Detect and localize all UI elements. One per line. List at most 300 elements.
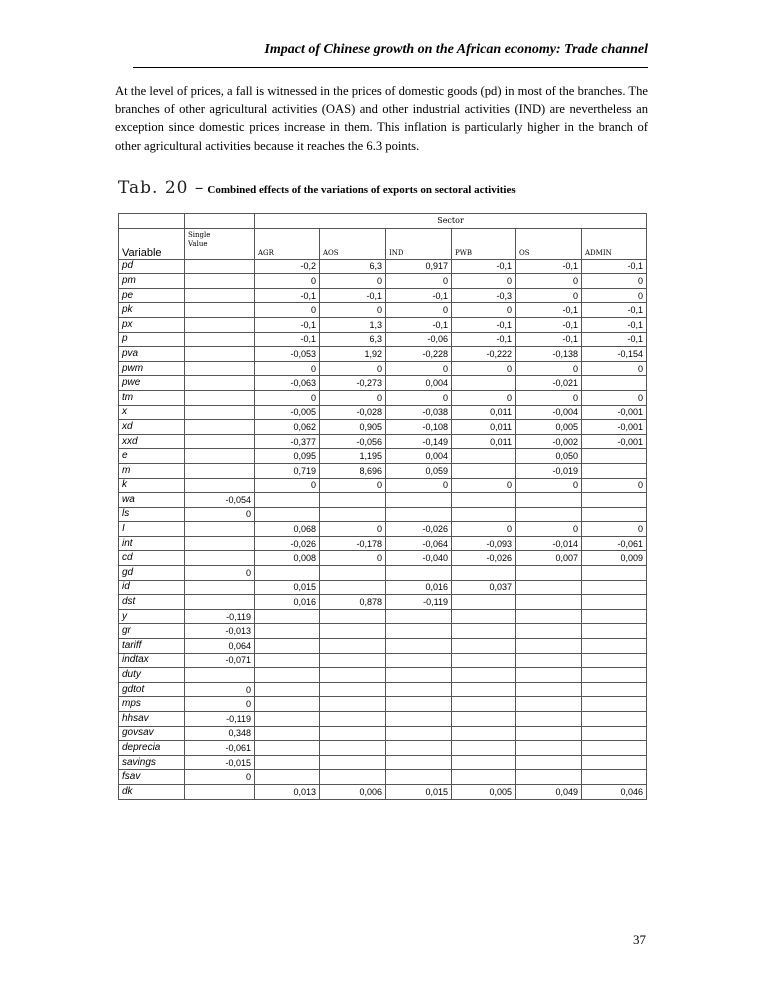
single-value-cell: -0,061 [185,741,255,756]
single-value-cell [185,536,255,551]
sector-value-cell: -0,026 [255,536,320,551]
sector-value-cell [386,712,452,727]
sector-value-cell: -0,038 [386,405,452,420]
sector-value-cell: -0,1 [582,317,647,332]
single-value-cell [185,595,255,610]
sector-value-cell: -0,273 [320,376,386,391]
sector-value-cell [255,755,320,770]
variable-cell: int [119,536,185,551]
variable-column-header: Variable [119,228,185,259]
table-row [119,317,647,332]
sector-value-cell [582,376,647,391]
sector-value-cell [452,668,516,683]
table-row [119,595,647,610]
sector-header-agr: AGR [255,228,320,259]
table-row [119,288,647,303]
sector-value-cell: 0,009 [582,551,647,566]
sector-value-cell [386,755,452,770]
sector-value-cell [320,507,386,522]
variable-cell: pwm [119,361,185,376]
single-value-cell: -0,119 [185,609,255,624]
sector-value-cell [320,755,386,770]
sector-value-cell: 0 [386,478,452,493]
variable-cell: hhsav [119,712,185,727]
sector-value-cell [255,697,320,712]
variable-cell: gr [119,624,185,639]
sector-group-header: Sector [255,214,647,229]
sector-value-cell: 0 [452,274,516,289]
table-row [119,478,647,493]
table-row [119,361,647,376]
sector-value-cell [255,741,320,756]
table-row [119,682,647,697]
single-value-cell [185,274,255,289]
single-value-cell: 0,064 [185,639,255,654]
table-row [119,420,647,435]
sector-value-cell: -0,1 [582,259,647,274]
table-row [119,493,647,508]
sector-value-cell [516,726,582,741]
sector-value-cell: -0,061 [582,536,647,551]
single-value-cell [185,668,255,683]
single-value-cell [185,420,255,435]
sector-value-cell: 0,005 [516,420,582,435]
sector-value-cell: 6,3 [320,332,386,347]
sector-value-cell [320,741,386,756]
table-row [119,755,647,770]
empty-header-cell [185,214,255,229]
sector-value-cell [386,697,452,712]
single-value-cell [185,551,255,566]
sector-value-cell: 0,013 [255,784,320,799]
sector-value-cell: 0 [582,288,647,303]
sector-value-cell [320,609,386,624]
table-row [119,741,647,756]
sector-value-cell [452,697,516,712]
sector-value-cell: 0,037 [452,580,516,595]
table-number: Tab. 20 – [118,178,205,198]
sector-value-cell: 0 [516,522,582,537]
sector-value-cell: -0,108 [386,420,452,435]
sector-value-cell: -0,222 [452,347,516,362]
variable-cell: x [119,405,185,420]
sector-value-cell [452,653,516,668]
single-value-cell [185,784,255,799]
variable-cell: xxd [119,434,185,449]
table-row [119,770,647,785]
sector-value-cell: -0,2 [255,259,320,274]
sector-value-cell: -0,028 [320,405,386,420]
sector-value-cell: 0 [516,390,582,405]
sector-value-cell [320,770,386,785]
sector-value-cell [516,668,582,683]
variable-cell: cd [119,551,185,566]
sector-value-cell [386,639,452,654]
table-row [119,784,647,799]
table-column-header-row [119,228,647,259]
sector-value-cell: -0,021 [516,376,582,391]
sector-value-cell [386,741,452,756]
sector-value-cell: 0 [582,361,647,376]
sector-value-cell: -0,1 [516,303,582,318]
sector-value-cell: 0 [452,478,516,493]
sector-value-cell: -0,1 [452,259,516,274]
sector-value-cell: 0,006 [320,784,386,799]
sector-value-cell [386,668,452,683]
sector-value-cell: 0 [255,478,320,493]
sector-value-cell [255,653,320,668]
sector-value-cell: 0 [516,361,582,376]
sector-value-cell: -0,1 [255,332,320,347]
sector-value-cell: 0 [516,274,582,289]
sector-value-cell: 0 [452,390,516,405]
table-row [119,463,647,478]
sector-value-cell [452,682,516,697]
variable-cell: dst [119,595,185,610]
variable-cell: gd [119,566,185,581]
sector-value-cell: -0,064 [386,536,452,551]
sector-value-cell [320,566,386,581]
sector-value-cell: 0 [452,361,516,376]
sector-value-cell [452,755,516,770]
variable-cell: pe [119,288,185,303]
sector-value-cell: -0,178 [320,536,386,551]
sector-value-cell: 0 [255,361,320,376]
sector-value-cell [452,741,516,756]
sector-value-cell: 0 [582,390,647,405]
sector-value-cell: 0 [582,274,647,289]
sector-value-cell: -0,026 [452,551,516,566]
table-row [119,639,647,654]
sector-value-cell: 0 [452,303,516,318]
sector-value-cell [386,493,452,508]
sector-value-cell: -0,1 [452,317,516,332]
sector-value-cell: -0,119 [386,595,452,610]
table-row [119,332,647,347]
table-row [119,303,647,318]
sector-value-cell: 0,011 [452,420,516,435]
sector-value-cell [516,697,582,712]
sector-value-cell [516,755,582,770]
single-value-cell [185,347,255,362]
variable-cell: govsav [119,726,185,741]
sector-value-cell [255,566,320,581]
single-value-cell [185,259,255,274]
variable-cell: fsav [119,770,185,785]
sector-value-cell [255,624,320,639]
sector-value-cell: -0,1 [582,332,647,347]
sector-value-cell [452,595,516,610]
sector-value-cell [582,668,647,683]
sector-value-cell: 0,004 [386,376,452,391]
sector-value-cell: -0,3 [452,288,516,303]
sector-header-pwb: PWB [452,228,516,259]
sector-value-cell [516,609,582,624]
variable-cell: tm [119,390,185,405]
sector-value-cell: 0,005 [452,784,516,799]
sector-value-cell: 0,016 [386,580,452,595]
single-value-cell [185,580,255,595]
sector-value-cell: -0,1 [582,303,647,318]
variable-cell: wa [119,493,185,508]
sector-value-cell: 0 [516,478,582,493]
sector-value-cell [320,726,386,741]
sector-value-cell: -0,001 [582,434,647,449]
single-value-cell [185,361,255,376]
table-row [119,274,647,289]
single-value-header-line2: Value [188,239,208,248]
sector-value-cell: 0,015 [255,580,320,595]
table-row [119,580,647,595]
sector-value-cell: 0,015 [386,784,452,799]
sector-value-cell: 1,195 [320,449,386,464]
sector-value-cell: 0 [386,361,452,376]
sector-value-cell [255,770,320,785]
sector-value-cell: 0 [255,390,320,405]
single-value-header-line1: Single [188,230,211,239]
table-caption-text: Combined effects of the variations of exports on sectoral activities [207,184,516,196]
single-value-cell [185,332,255,347]
sector-value-cell: 0 [320,522,386,537]
sector-value-cell: -0,06 [386,332,452,347]
variable-cell: pd [119,259,185,274]
sector-value-cell: 0,050 [516,449,582,464]
sector-value-cell [386,653,452,668]
variable-cell: pwe [119,376,185,391]
sector-value-cell [516,770,582,785]
table-row [119,624,647,639]
sector-value-cell: -0,014 [516,536,582,551]
sector-value-cell [582,609,647,624]
single-value-cell: -0,119 [185,712,255,727]
variable-cell: pva [119,347,185,362]
variable-cell: e [119,449,185,464]
sector-header-ind: IND [386,228,452,259]
sector-value-cell [452,609,516,624]
sector-value-cell: -0,040 [386,551,452,566]
sector-value-cell [452,770,516,785]
running-header: Impact of Chinese growth on the African economy: Trade channel [264,42,648,57]
sector-value-cell: 0,059 [386,463,452,478]
sector-value-cell [516,639,582,654]
sector-value-cell [255,493,320,508]
sector-value-cell [516,566,582,581]
single-value-cell [185,478,255,493]
sector-value-cell: -0,1 [452,332,516,347]
variable-cell: y [119,609,185,624]
table-row [119,259,647,274]
sector-value-cell [582,770,647,785]
sector-value-cell: 0,016 [255,595,320,610]
sector-value-cell [452,712,516,727]
variable-cell: xd [119,420,185,435]
sector-value-cell: 0 [255,274,320,289]
sector-value-cell [452,726,516,741]
table-row [119,390,647,405]
sector-value-cell: 0 [516,288,582,303]
single-value-cell: -0,071 [185,653,255,668]
sector-value-cell [516,595,582,610]
sector-value-cell: -0,004 [516,405,582,420]
sector-value-cell: 8,696 [320,463,386,478]
sector-value-cell: -0,1 [320,288,386,303]
table-row [119,566,647,581]
single-value-column-header [185,228,255,259]
sector-value-cell [320,653,386,668]
variable-cell: p [119,332,185,347]
sector-value-cell [582,639,647,654]
sector-value-cell [452,463,516,478]
sector-value-cell [516,624,582,639]
sector-value-cell [516,507,582,522]
variable-cell: savings [119,755,185,770]
sector-value-cell: -0,228 [386,347,452,362]
sector-value-cell [386,770,452,785]
sector-value-cell: 0 [320,274,386,289]
sector-value-cell [386,507,452,522]
sector-value-cell [386,624,452,639]
variable-cell: indtax [119,653,185,668]
single-value-cell [185,288,255,303]
sector-value-cell: -0,001 [582,420,647,435]
table-row [119,522,647,537]
sector-value-cell: 0 [582,522,647,537]
sector-value-cell: -0,026 [386,522,452,537]
header-rule [133,67,648,68]
sector-value-cell [255,682,320,697]
sector-value-cell: 0,905 [320,420,386,435]
sector-value-cell [582,726,647,741]
sector-value-cell: 1,3 [320,317,386,332]
single-value-cell [185,376,255,391]
variable-cell: id [119,580,185,595]
sector-value-cell: -0,1 [386,288,452,303]
variable-cell: ls [119,507,185,522]
sector-value-cell [255,726,320,741]
sector-value-cell [516,682,582,697]
single-value-cell: -0,013 [185,624,255,639]
table-row [119,507,647,522]
sector-value-cell [386,609,452,624]
sector-value-cell [516,712,582,727]
single-value-cell [185,405,255,420]
sector-value-cell [582,566,647,581]
results-table [118,213,647,800]
variable-cell: px [119,317,185,332]
sector-value-cell: -0,377 [255,434,320,449]
sector-value-cell: -0,093 [452,536,516,551]
table-row [119,449,647,464]
variable-cell: m [119,463,185,478]
sector-value-cell [255,609,320,624]
sector-value-cell [255,668,320,683]
sector-value-cell [255,507,320,522]
sector-value-cell: 0,049 [516,784,582,799]
table-row [119,712,647,727]
single-value-cell [185,303,255,318]
table-row [119,405,647,420]
variable-cell: pk [119,303,185,318]
sector-value-cell [320,580,386,595]
variable-cell: dk [119,784,185,799]
sector-value-cell [582,682,647,697]
sector-value-cell [582,712,647,727]
sector-value-cell [452,507,516,522]
sector-header-os: OS [516,228,582,259]
sector-value-cell: 0,068 [255,522,320,537]
sector-value-cell [582,624,647,639]
sector-value-cell: -0,053 [255,347,320,362]
table-row [119,653,647,668]
sector-value-cell: 0 [320,361,386,376]
single-value-cell [185,317,255,332]
sector-value-cell [516,493,582,508]
table-row [119,668,647,683]
sector-value-cell [582,507,647,522]
sector-value-cell: -0,138 [516,347,582,362]
sector-value-cell [452,624,516,639]
sector-value-cell: 0 [386,274,452,289]
table-row [119,536,647,551]
table-row [119,376,647,391]
sector-value-cell: 0,011 [452,434,516,449]
sector-value-cell: -0,001 [582,405,647,420]
sector-value-cell: 0,917 [386,259,452,274]
sector-value-cell: 0 [320,551,386,566]
sector-value-cell: -0,1 [255,317,320,332]
sector-value-cell [320,712,386,727]
single-value-cell: 0 [185,697,255,712]
sector-value-cell: 1,92 [320,347,386,362]
single-value-cell: 0 [185,507,255,522]
sector-value-cell: 0,095 [255,449,320,464]
table-row [119,697,647,712]
single-value-cell [185,522,255,537]
sector-value-cell [582,653,647,668]
variable-cell: k [119,478,185,493]
sector-value-cell [320,697,386,712]
sector-value-cell: 0,062 [255,420,320,435]
sector-value-cell [452,493,516,508]
sector-value-cell: 0,046 [582,784,647,799]
sector-value-cell: 0,007 [516,551,582,566]
sector-value-cell: -0,056 [320,434,386,449]
single-value-cell: 0 [185,770,255,785]
sector-value-cell [255,712,320,727]
sector-value-cell: -0,1 [516,259,582,274]
sector-value-cell [320,668,386,683]
sector-value-cell [452,376,516,391]
sector-value-cell [320,639,386,654]
table-row [119,726,647,741]
single-value-cell [185,449,255,464]
sector-value-cell: -0,019 [516,463,582,478]
variable-cell: pm [119,274,185,289]
table-row [119,434,647,449]
variable-cell: deprecia [119,741,185,756]
sector-value-cell [582,493,647,508]
sector-value-cell: 0 [320,303,386,318]
sector-value-cell [582,697,647,712]
page-number: 37 [633,932,646,947]
sector-header-admin: ADMIN [582,228,647,259]
sector-value-cell: 6,3 [320,259,386,274]
sector-value-cell: 0,004 [386,449,452,464]
sector-value-cell: -0,1 [386,317,452,332]
sector-value-cell [320,682,386,697]
sector-value-cell [582,449,647,464]
sector-value-cell [452,566,516,581]
